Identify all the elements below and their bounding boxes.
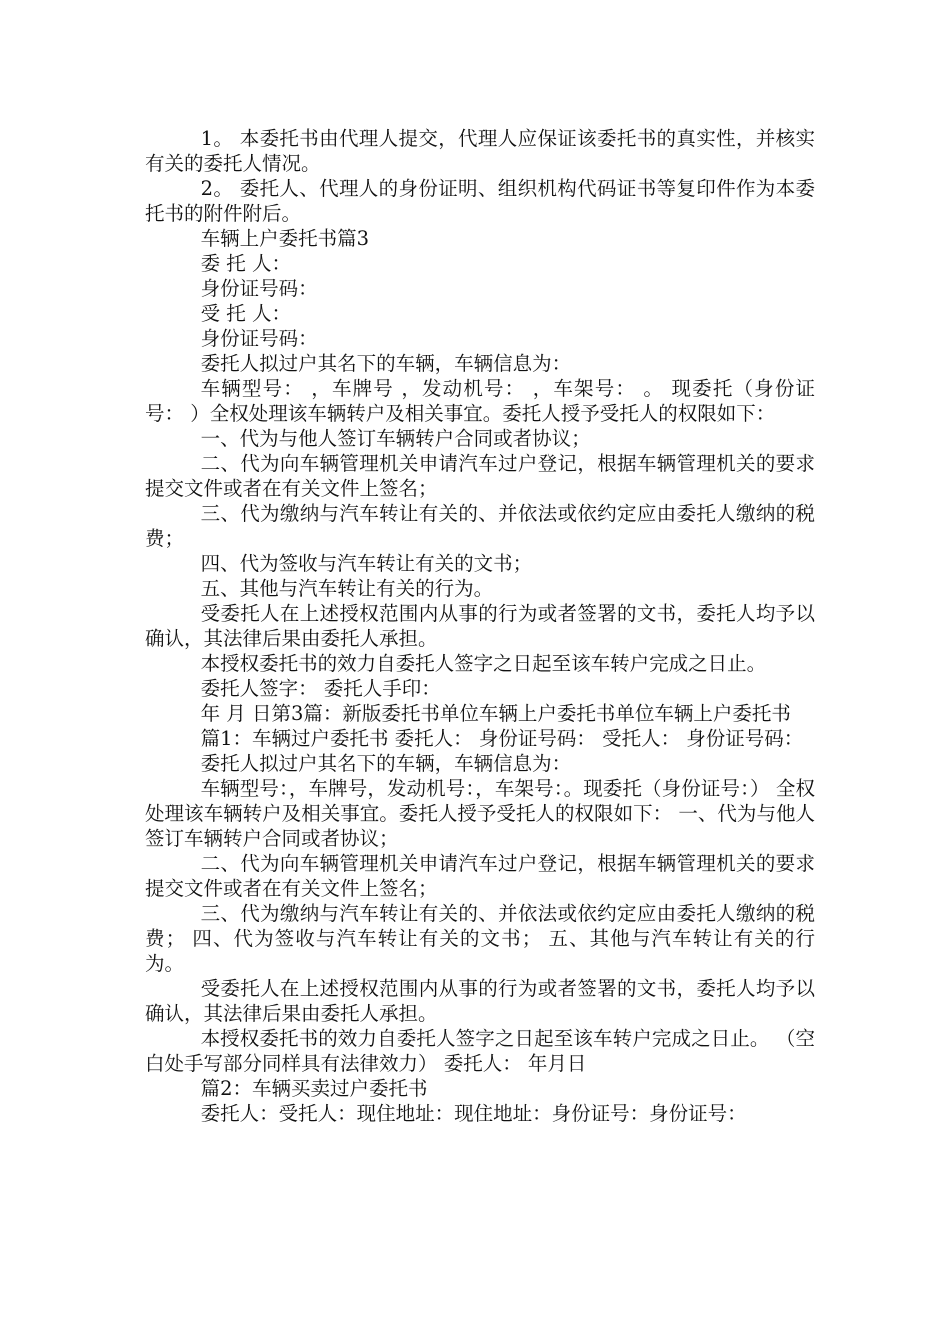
paragraph: 本授权委托书的效力自委托人签字之日起至该车转户完成之日止。 （空白处手写部分同样具有法律效力） 委托人： 年月日 bbox=[145, 1027, 815, 1075]
list-item: 一、代为与他人签订车辆转户合同或者协议； bbox=[200, 427, 591, 450]
paragraph: 受委托人在上述授权范围内从事的行为或者签署的文书，委托人均予以确认，其法律后果由委托人承担。 bbox=[145, 602, 815, 650]
paragraph: 车辆型号： ，车牌号 ，发动机号： ，车架号： 。 现委托（身份证号： ）全权处理该车辆转户及相关事宜。委托人授予受托人的权限如下： bbox=[145, 377, 815, 425]
list-item: 三、代为缴纳与汽车转让有关的、并依法或依约定应由委托人缴纳的税费； bbox=[145, 502, 815, 550]
paragraph: 委托人拟过户其名下的车辆，车辆信息为： bbox=[200, 352, 572, 375]
list-item: 四、代为签收与汽车转让有关的文书； bbox=[200, 552, 533, 575]
paragraph: 车辆型号：，车牌号，发动机号：，车架号：。现委托（身份证号：） 全权处理该车辆转户及相关事宜。委托人授予受托人的权限如下： 一、代为与他人签订车辆转户合同或者协议； bbox=[145, 777, 815, 850]
paragraph: 受委托人在上述授权范围内从事的行为或者签署的文书，委托人均予以确认，其法律后果由委托人承担。 bbox=[145, 977, 815, 1025]
paragraph: 委托人：受托人：现住地址：现住地址：身份证号：身份证号： bbox=[200, 1102, 747, 1125]
list-item: 五、其他与汽车转让有关的行为。 bbox=[200, 577, 494, 600]
paragraph: 篇1：车辆过户委托书 委托人： 身份证号码： 受托人： 身份证号码： bbox=[200, 727, 804, 750]
paragraph: 本授权委托书的效力自委托人签字之日起至该车转户完成之日止。 bbox=[200, 652, 767, 675]
field-label: 身份证号码： bbox=[200, 327, 318, 350]
paragraph: 委托人拟过户其名下的车辆，车辆信息为： bbox=[200, 752, 572, 775]
paragraph: 1。 本委托书由代理人提交，代理人应保证该委托书的真实性，并核实有关的委托人情况。 bbox=[145, 127, 815, 175]
section-title: 篇2：车辆买卖过户委托书 bbox=[200, 1077, 428, 1100]
list-item: 二、代为向车辆管理机关申请汽车过户登记，根据车辆管理机关的要求提交文件或者在有关文件上签名； bbox=[145, 452, 815, 500]
paragraph: 年 月 日第3篇：新版委托书单位车辆上户委托书单位车辆上户委托书 bbox=[200, 702, 791, 725]
list-item: 二、代为向车辆管理机关申请汽车过户登记，根据车辆管理机关的要求提交文件或者在有关文件上签名； bbox=[145, 852, 815, 900]
document-body bbox=[145, 126, 815, 1126]
field-label: 委 托 人： bbox=[200, 252, 291, 275]
signature-line: 委托人签字： 委托人手印： bbox=[200, 677, 441, 700]
field-label: 受 托 人： bbox=[200, 302, 291, 325]
list-item: 三、代为缴纳与汽车转让有关的、并依法或依约定应由委托人缴纳的税费； 四、代为签收与汽车转让有关的文书； 五、其他与汽车转让有关的行为。 bbox=[145, 902, 815, 975]
field-label: 身份证号码： bbox=[200, 277, 318, 300]
paragraph: 2。 委托人、代理人的身份证明、组织机构代码证书等复印件作为本委托书的附件附后。 bbox=[145, 177, 815, 225]
section-title: 车辆上户委托书篇3 bbox=[200, 227, 369, 250]
